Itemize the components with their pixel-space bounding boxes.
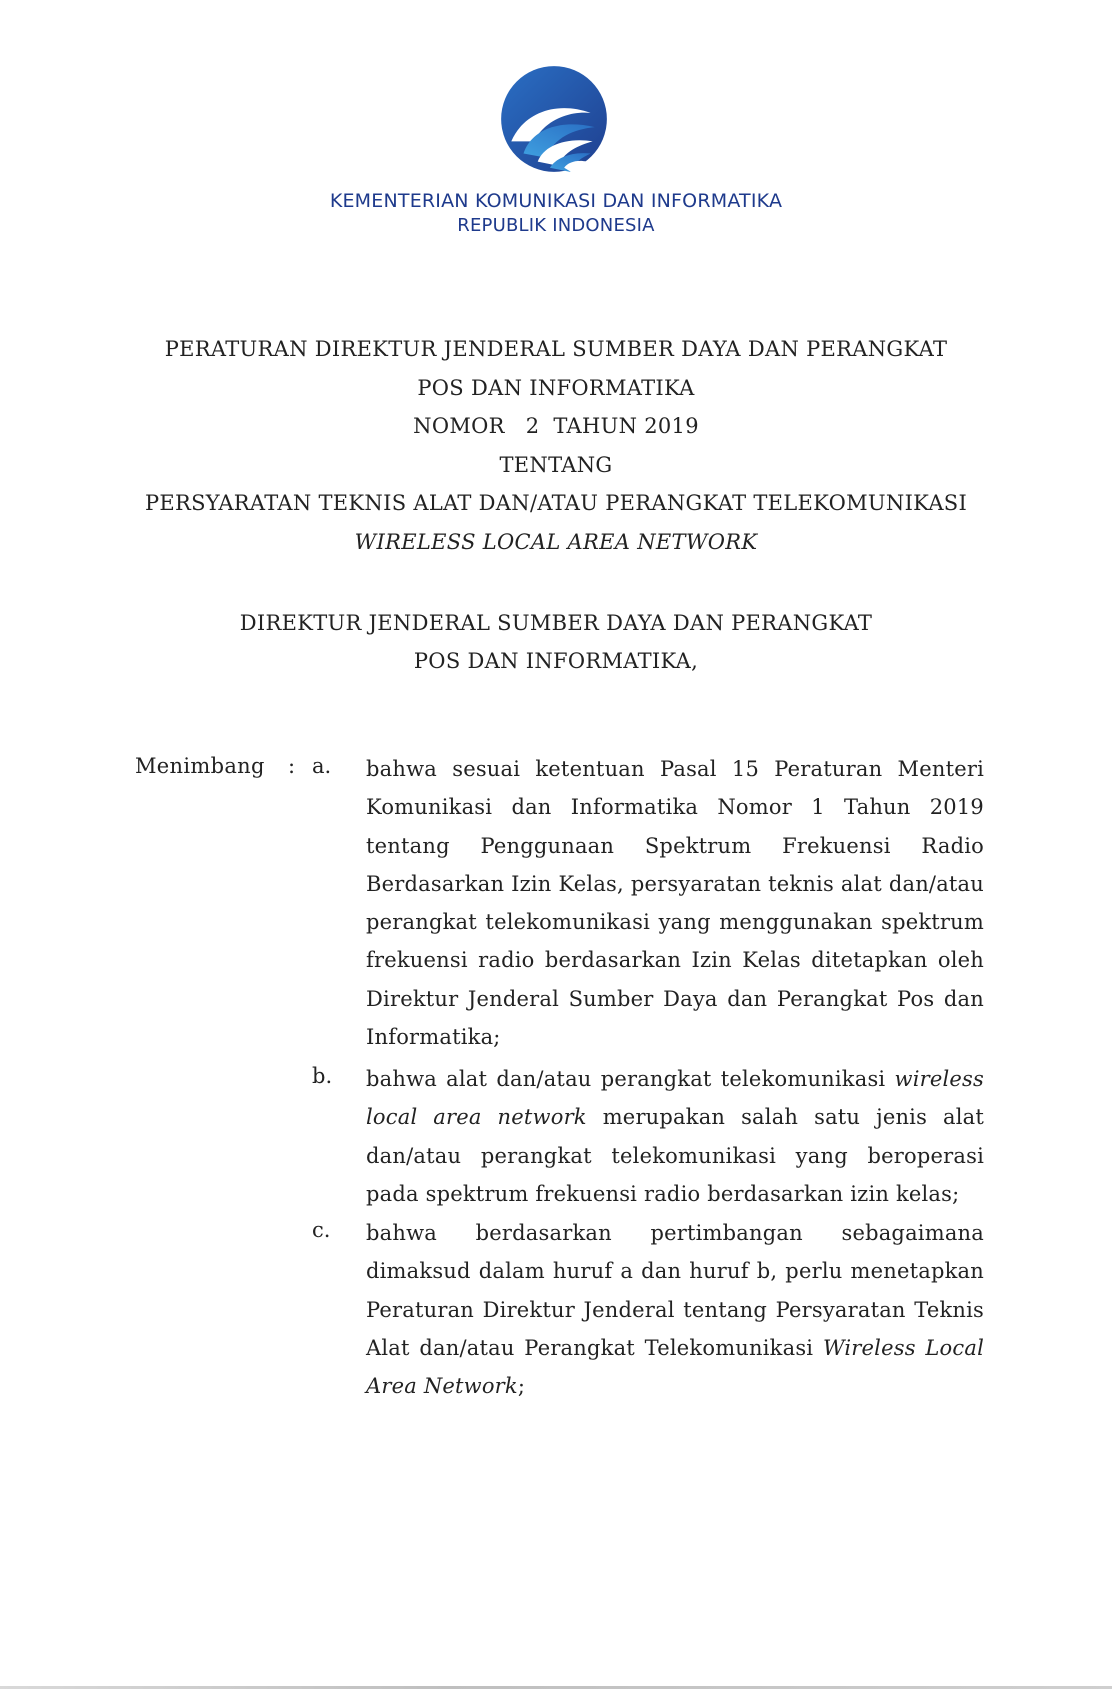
item-b-line-1 (366, 1060, 984, 1098)
official-heading (0, 604, 1112, 680)
item-letter-b: b. (312, 1064, 333, 1088)
kominfo-logo-icon (493, 60, 615, 182)
ministry-name: KEMENTERIAN KOMUNIKASI DAN INFORMATIKA (329, 190, 783, 212)
ministry-country: REPUBLIK INDONESIA (457, 215, 655, 236)
menimbang-colon: : (288, 754, 296, 778)
item-a-line: Informatika; (366, 1025, 501, 1050)
item-a-line: Berdasarkan Izin Kelas, persyaratan teknis alat dan/atau (366, 871, 984, 896)
item-b-text: bahwa alat dan/atau perangkat telekomunikasi (366, 1067, 895, 1091)
item-c-text: Alat dan/atau Perangkat Telekomunikasi (366, 1335, 823, 1360)
number-prefix: NOMOR (413, 414, 505, 438)
title-line-2: POS DAN INFORMATIKA (417, 375, 695, 400)
menimbang-label: Menimbang (135, 754, 265, 778)
item-a-line: Direktur Jenderal Sumber Daya dan Perangkat Pos dan (366, 986, 984, 1011)
title-line-5: PERSYARATAN TEKNIS ALAT DAN/ATAU PERANGKAT TELEKOMUNIKASI (144, 491, 968, 515)
title-line-6: WIRELESS LOCAL AREA NETWORK (354, 529, 758, 554)
item-b-italic: wireless (894, 1067, 984, 1091)
title-line-4: TENTANG (499, 452, 613, 477)
official-line-1: DIREKTUR JENDERAL SUMBER DAYA DAN PERANGKAT (239, 611, 873, 635)
item-c-italic: Area Network (366, 1374, 518, 1399)
item-a-line: tentang Penggunaan Spektrum Frekuensi Radio (366, 833, 984, 858)
item-text-a (366, 750, 984, 1056)
official-line-2: POS DAN INFORMATIKA, (413, 649, 699, 673)
item-c-line-3: Peraturan Direktur Jenderal tentang Persyaratan Teknis (366, 1297, 984, 1322)
title-line-3 (0, 407, 1112, 446)
item-c-line-2: dimaksud dalam huruf a dan huruf b, perlu menetapkan (366, 1259, 984, 1284)
item-c-line-4 (366, 1329, 984, 1367)
item-a-line: Komunikasi dan Informatika Nomor 1 Tahun 2019 (366, 795, 984, 820)
regulation-number: 2 (525, 414, 540, 438)
item-c-italic: Wireless Local (822, 1335, 984, 1360)
number-suffix: TAHUN 2019 (553, 414, 699, 438)
item-b-text: merupakan salah satu jenis alat (586, 1105, 985, 1130)
item-c-line-1: bahwa berdasarkan pertimbangan sebagaimana (366, 1221, 984, 1245)
item-b-italic: local area network (366, 1105, 587, 1130)
item-b-line-3: dan/atau perangkat telekomunikasi yang beroperasi (366, 1143, 984, 1168)
title-line-1: PERATURAN DIREKTUR JENDERAL SUMBER DAYA DAN PERANGKAT (164, 337, 948, 361)
item-a-line: perangkat telekomunikasi yang menggunakan spektrum (366, 910, 984, 935)
item-b-line-4: pada spektrum frekuensi radio berdasarkan izin kelas; (366, 1181, 960, 1206)
item-text-b (366, 1060, 984, 1213)
item-letter-c: c. (312, 1218, 331, 1242)
item-c-text: ; (517, 1374, 526, 1399)
item-a-line: frekuensi radio berdasarkan Izin Kelas ditetapkan oleh (366, 948, 984, 973)
regulation-title (0, 330, 1112, 561)
item-letter-a: a. (312, 754, 332, 778)
item-a-line: bahwa sesuai ketentuan Pasal 15 Peraturan Menteri (366, 757, 984, 781)
scan-edge-divider (0, 1686, 1112, 1689)
item-text-c (366, 1214, 984, 1405)
item-b-line-2 (366, 1098, 984, 1136)
item-c-line-5 (366, 1367, 984, 1405)
